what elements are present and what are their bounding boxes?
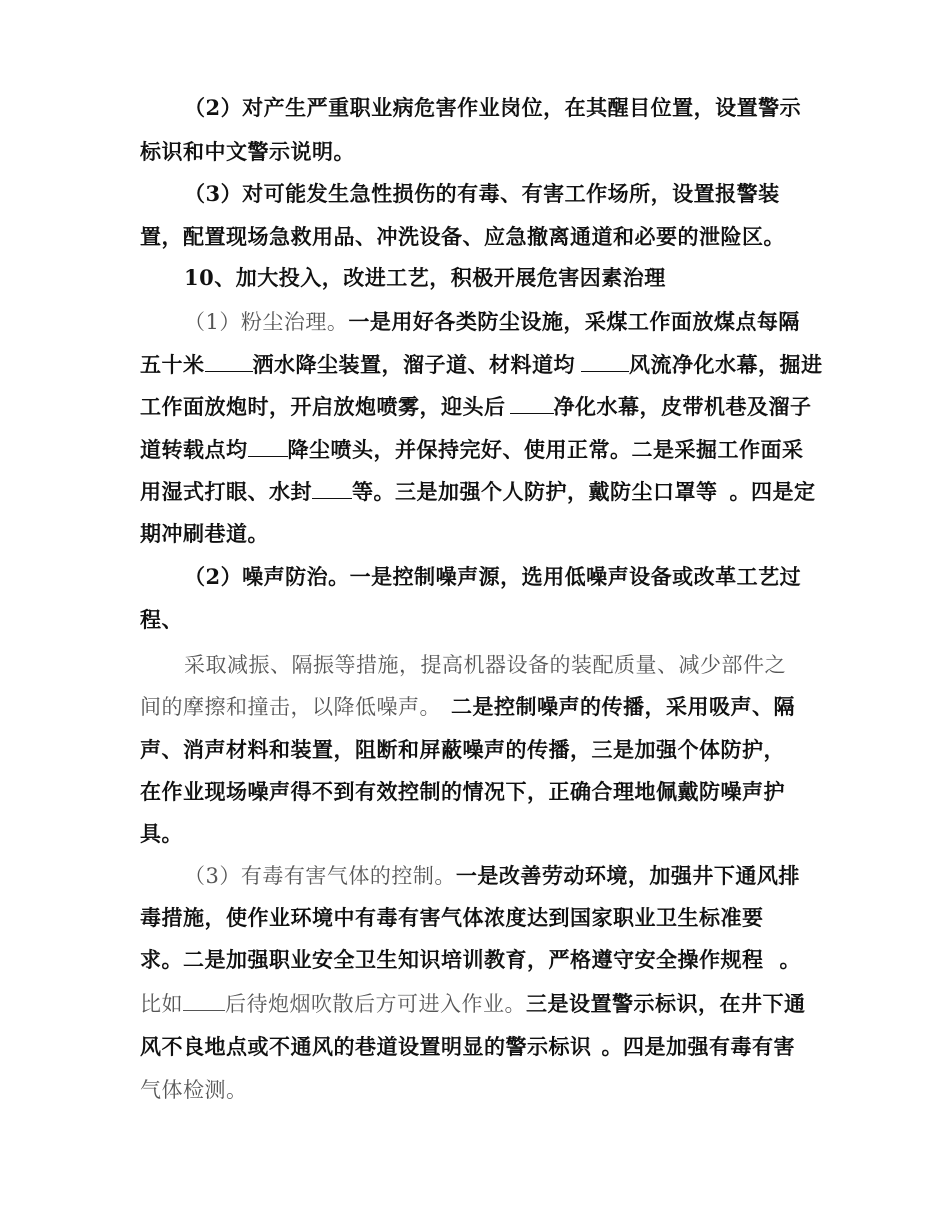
para-2-line-2: 标识和中文警示说明。: [140, 139, 355, 164]
fill-blank: [312, 480, 352, 499]
dust-text-3b: 净化水幕，皮带机巷及溜子: [553, 394, 812, 419]
fill-blank: [205, 353, 253, 372]
section-10-heading: 10、加大投入，改进工艺，积极开展危害因素治理: [184, 265, 666, 290]
dust-text-4b: 降尘喷头，并保持完好、使用正常。二是采掘工作面采: [287, 437, 804, 462]
gas-line-6: 气体检测。: [140, 1078, 248, 1102]
gas-text-3a: 求。二是加强职业安全卫生知识培训教育，严格遵守安全操作规程: [140, 947, 764, 972]
noise-text-4b: 二是控制噪声的传播，采用吸声、隔: [451, 694, 795, 719]
dust-text-1: 一是用好各类防尘设施，采煤工作面放煤点每隔: [348, 309, 800, 334]
gas-line-1: [184, 862, 800, 890]
gas-line-3: [140, 946, 801, 974]
noise-line-5: 声、消声材料和装置，阻断和屏蔽噪声的传播，三是加强个体防护，: [140, 737, 785, 762]
dust-line-4: [140, 436, 804, 464]
noise-line-2: 程、: [140, 607, 183, 632]
dust-text-5a: 用湿式打眼、水封: [140, 479, 312, 504]
gas-text-4c: 三是设置警示标识，在井下通: [526, 991, 806, 1016]
noise-line-1: （2）噪声防治。一是控制噪声源，选用低噪声设备或改革工艺过: [184, 564, 802, 589]
dust-line-6: 期冲刷巷道。: [140, 521, 269, 546]
gas-line-2: 毒措施，使作业环境中有毒有害气体浓度达到国家职业卫生标准要: [140, 905, 764, 930]
gas-text-4b: 后待炮烟吹散后方可进入作业。: [225, 992, 526, 1016]
noise-line-7: 具。: [140, 821, 183, 846]
dust-text-3a: 工作面放炮时，开启放炮喷雾，迎头后: [140, 394, 506, 419]
dust-text-5b: 等。三是加强个人防护，戴防尘口罩等: [352, 479, 718, 504]
para-3-line-2: 置，配置现场急救用品、冲洗设备、应急撤离通道和必要的泄险区。: [140, 224, 785, 249]
dust-line-5: [140, 478, 816, 506]
dust-title: （1）粉尘治理。: [184, 310, 349, 334]
gas-line-5: [140, 1033, 795, 1061]
dust-line-2: [140, 351, 823, 379]
dust-text-2c: 风流净化水幕，掘进: [629, 352, 823, 377]
dust-text-4a: 道转载点均: [140, 437, 248, 462]
gas-text-5a: 风不良地点或不通风的巷道设置明显的警示标识: [140, 1034, 592, 1059]
para-2-line-1: （2）对产生严重职业病危害作业岗位，在其醒目位置，设置警示: [184, 95, 802, 120]
gas-title: （3）有毒有害气体的控制。: [184, 864, 456, 888]
noise-line-6: 在作业现场噪声得不到有效控制的情况下，正确合理地佩戴防噪声护: [140, 779, 785, 804]
noise-text-4a: 间的摩擦和撞击，以降低噪声。: [140, 695, 441, 719]
fill-blank: [510, 395, 554, 414]
noise-line-3: 采取减振、隔振等措施，提高机器设备的装配质量、减少部件之: [184, 653, 786, 677]
dust-text-2a: 五十米: [140, 352, 205, 377]
gas-text-1: 一是改善劳动环境，加强井下通风排: [455, 863, 800, 888]
para-3-line-1: （3）对可能发生急性损伤的有毒、有害工作场所，设置报警装: [184, 181, 780, 206]
fill-blank: [248, 438, 288, 457]
gas-text-5b: 。四是加强有毒有害: [601, 1034, 795, 1059]
fill-blank: [581, 353, 629, 372]
gas-text-3b: 。: [779, 947, 801, 972]
dust-text-2b: 洒水降尘装置，溜子道、材料道均: [252, 352, 575, 377]
fill-blank: [183, 992, 225, 1011]
gas-line-4: [140, 990, 806, 1018]
noise-line-4: [140, 693, 795, 721]
dust-line-3: [140, 393, 812, 421]
gas-text-4a: 比如: [140, 992, 183, 1016]
dust-line-1: [184, 308, 800, 336]
dust-text-5c: 。四是定: [729, 479, 816, 504]
